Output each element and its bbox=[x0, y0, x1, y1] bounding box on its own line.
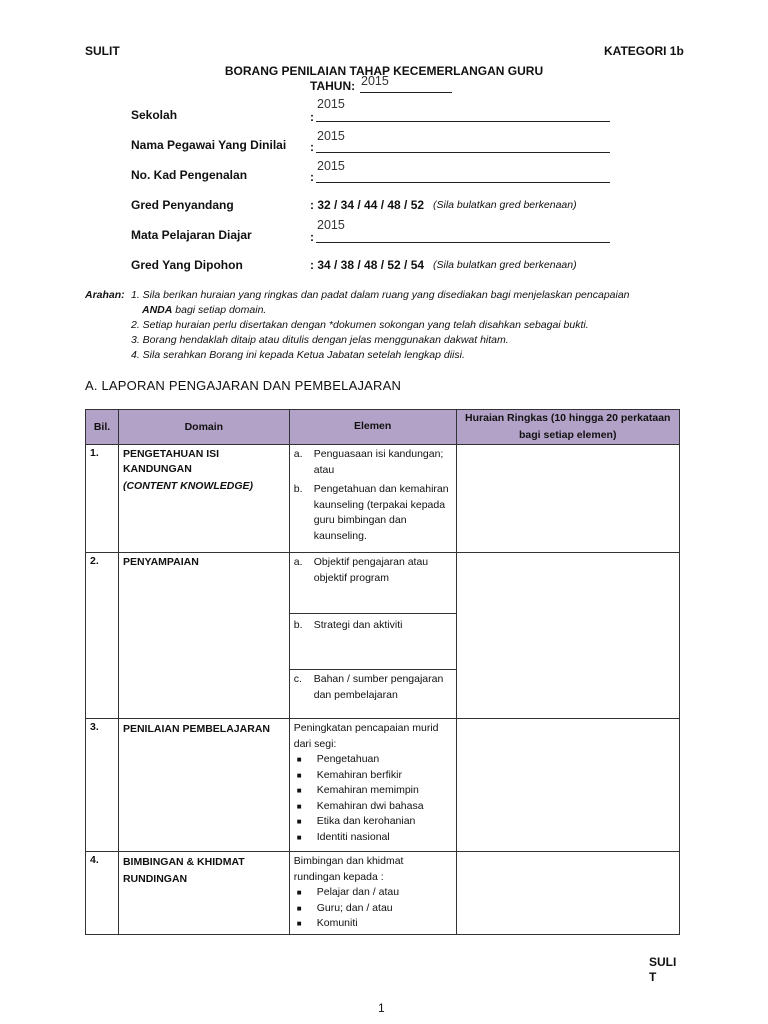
element-marker: a. bbox=[293, 556, 303, 568]
list-item: ■ Identiti nasional bbox=[294, 830, 452, 846]
square-bullet-icon: ■ bbox=[296, 770, 302, 780]
element-text: Penguasaan isi kandungan; atau bbox=[313, 448, 444, 476]
list-item: ■ Kemahiran berfikir bbox=[294, 768, 452, 784]
gred-penyandang-options[interactable]: : 32 / 34 / 44 / 48 / 52 bbox=[310, 198, 425, 212]
header-sulit: SULIT bbox=[85, 44, 120, 58]
list-item: ■ Komuniti bbox=[294, 916, 452, 932]
mata-pelajaran-underline bbox=[316, 242, 610, 243]
arahan-item-1-rest: bagi setiap domain. bbox=[172, 304, 267, 316]
element-marker: b. bbox=[293, 483, 303, 495]
row-bil: 3. bbox=[86, 719, 119, 852]
row-domain: PENILAIAN PEMBELAJARAN bbox=[118, 719, 289, 852]
element-item bbox=[294, 482, 452, 544]
element-bullet-list bbox=[294, 752, 452, 845]
arahan-item-2: 2. Setiap huraian perlu disertakan dengan *dokumen sokongan yang telah disahkan sebagai bukti. bbox=[131, 319, 589, 331]
tahun-value[interactable]: 2015 bbox=[361, 74, 389, 88]
gred-dipohon-label: Gred Yang Dipohon bbox=[131, 258, 243, 272]
domain-text: PENGETAHUAN ISI KANDUNGAN bbox=[122, 448, 220, 475]
row-bil: 4. bbox=[86, 852, 119, 935]
arahan-label: Arahan: bbox=[85, 289, 125, 301]
list-item: ■ Kemahiran memimpin bbox=[294, 783, 452, 799]
table-row bbox=[86, 852, 680, 935]
form-title: BORANG PENILAIAN TAHAP KECEMERLANGAN GURU bbox=[224, 64, 544, 78]
element-marker: b. bbox=[293, 619, 303, 631]
tahun-underline bbox=[360, 92, 452, 93]
header-kategori: KATEGORI 1b bbox=[604, 44, 684, 58]
element-item bbox=[294, 447, 452, 478]
footer-sulit-line2: T bbox=[649, 970, 657, 984]
huraian-cell[interactable] bbox=[456, 445, 680, 553]
square-bullet-icon: ■ bbox=[296, 801, 302, 811]
sekolah-colon: : bbox=[310, 110, 314, 124]
arahan-item-4: 4. Sila serahkan Borang ini kepada Ketua Jabatan setelah lengkap diisi. bbox=[131, 349, 465, 361]
row-bil: 2. bbox=[86, 553, 119, 719]
square-bullet-icon: ■ bbox=[296, 817, 302, 826]
kad-underline bbox=[316, 182, 610, 183]
square-bullet-icon: ■ bbox=[296, 832, 302, 842]
element-bullet-list bbox=[294, 885, 452, 932]
sekolah-underline bbox=[316, 121, 610, 122]
element-text: Pengetahuan dan kemahiran kaunseling (terpakai kepada guru bimbingan dan kaunseling. bbox=[313, 483, 449, 542]
nama-label: Nama Pegawai Yang Dinilai bbox=[131, 138, 287, 152]
element-item bbox=[290, 553, 456, 613]
mata-pelajaran-label: Mata Pelajaran Diajar bbox=[131, 228, 252, 242]
row-elemen bbox=[289, 719, 456, 852]
tahun-label: TAHUN: bbox=[310, 79, 356, 93]
table-row bbox=[86, 719, 680, 852]
row-elemen bbox=[289, 553, 456, 719]
domain-italic: (CONTENT KNOWLEDGE) bbox=[122, 480, 254, 492]
row-bil: 1. bbox=[86, 445, 119, 553]
list-item: ■ Pengetahuan bbox=[294, 752, 452, 768]
page-number: 1 bbox=[378, 1001, 385, 1015]
square-bullet-icon: ■ bbox=[296, 888, 302, 897]
element-text: Strategi dan aktiviti bbox=[313, 619, 403, 631]
huraian-cell[interactable] bbox=[456, 553, 680, 719]
list-item: ■ Etika dan kerohanian bbox=[294, 814, 452, 830]
huraian-cell[interactable] bbox=[456, 852, 680, 935]
sekolah-label: Sekolah bbox=[131, 108, 178, 122]
mata-pelajaran-colon: : bbox=[310, 230, 314, 244]
list-item: ■ Pelajar dan / atau bbox=[294, 885, 452, 901]
arahan-item-1-cont bbox=[142, 303, 266, 318]
row-elemen bbox=[289, 852, 456, 935]
huraian-cell[interactable] bbox=[456, 719, 680, 852]
element-text: Objektif pengajaran atau objektif program bbox=[313, 556, 429, 584]
gred-dipohon-options[interactable]: : 34 / 38 / 48 / 52 / 54 bbox=[310, 258, 425, 272]
table-header-row bbox=[86, 410, 680, 445]
mata-pelajaran-value[interactable]: 2015 bbox=[317, 218, 345, 232]
element-item bbox=[290, 669, 456, 705]
row-elemen bbox=[289, 445, 456, 553]
nama-underline bbox=[316, 152, 610, 153]
anda-emphasis: ANDA bbox=[142, 304, 173, 316]
gred-penyandang-label: Gred Penyandang bbox=[131, 198, 234, 212]
gred-dipohon-note: (Sila bulatkan gred berkenaan) bbox=[433, 259, 577, 271]
assessment-table bbox=[85, 409, 680, 935]
row-domain: BIMBINGAN & KHIDMAT RUNDINGAN bbox=[118, 852, 289, 935]
list-item: ■ Kemahiran dwi bahasa bbox=[294, 799, 452, 815]
square-bullet-icon: ■ bbox=[296, 786, 302, 795]
square-bullet-icon: ■ bbox=[296, 919, 302, 928]
list-item: ■ Guru; dan / atau bbox=[294, 901, 452, 917]
section-title: A. LAPORAN PENGAJARAN DAN PEMBELAJARAN bbox=[85, 378, 402, 393]
kad-label: No. Kad Pengenalan bbox=[131, 168, 248, 182]
element-intro: Peningkatan pencapaian murid dari segi: bbox=[293, 722, 439, 750]
header-domain: Domain bbox=[118, 410, 289, 445]
element-marker: c. bbox=[293, 673, 302, 685]
nama-value[interactable]: 2015 bbox=[317, 129, 345, 143]
row-domain bbox=[118, 445, 289, 553]
header-elemen: Elemen bbox=[289, 410, 456, 445]
gred-penyandang-note: (Sila bulatkan gred berkenaan) bbox=[433, 199, 577, 211]
element-marker: a. bbox=[293, 448, 303, 460]
arahan-item-1: 1. Sila berikan huraian yang ringkas dan padat dalam ruang yang disediakan bagi menjelaskan pencapaian bbox=[131, 289, 630, 301]
footer-sulit bbox=[649, 955, 676, 985]
header-bil: Bil. bbox=[86, 410, 119, 445]
kad-colon: : bbox=[310, 170, 314, 184]
header-huraian: Huraian Ringkas (10 hingga 20 perkataan bagi setiap elemen) bbox=[456, 410, 680, 445]
element-intro: Bimbingan dan khidmat rundingan kepada : bbox=[293, 855, 404, 883]
element-item bbox=[290, 613, 456, 669]
square-bullet-icon: ■ bbox=[296, 755, 302, 764]
footer-sulit-line1: SULI bbox=[649, 955, 677, 969]
arahan-item-3: 3. Borang hendaklah ditaip atau ditulis dengan jelas menggunakan dakwat hitam. bbox=[131, 334, 509, 346]
square-bullet-icon: ■ bbox=[296, 903, 302, 913]
kad-value[interactable]: 2015 bbox=[317, 159, 345, 173]
sekolah-value[interactable]: 2015 bbox=[317, 97, 345, 111]
element-text: Bahan / sumber pengajaran dan pembelajaran bbox=[313, 673, 444, 701]
table-row bbox=[86, 445, 680, 553]
nama-colon: : bbox=[310, 140, 314, 154]
table-row bbox=[86, 553, 680, 719]
row-domain: PENYAMPAIAN bbox=[118, 553, 289, 719]
